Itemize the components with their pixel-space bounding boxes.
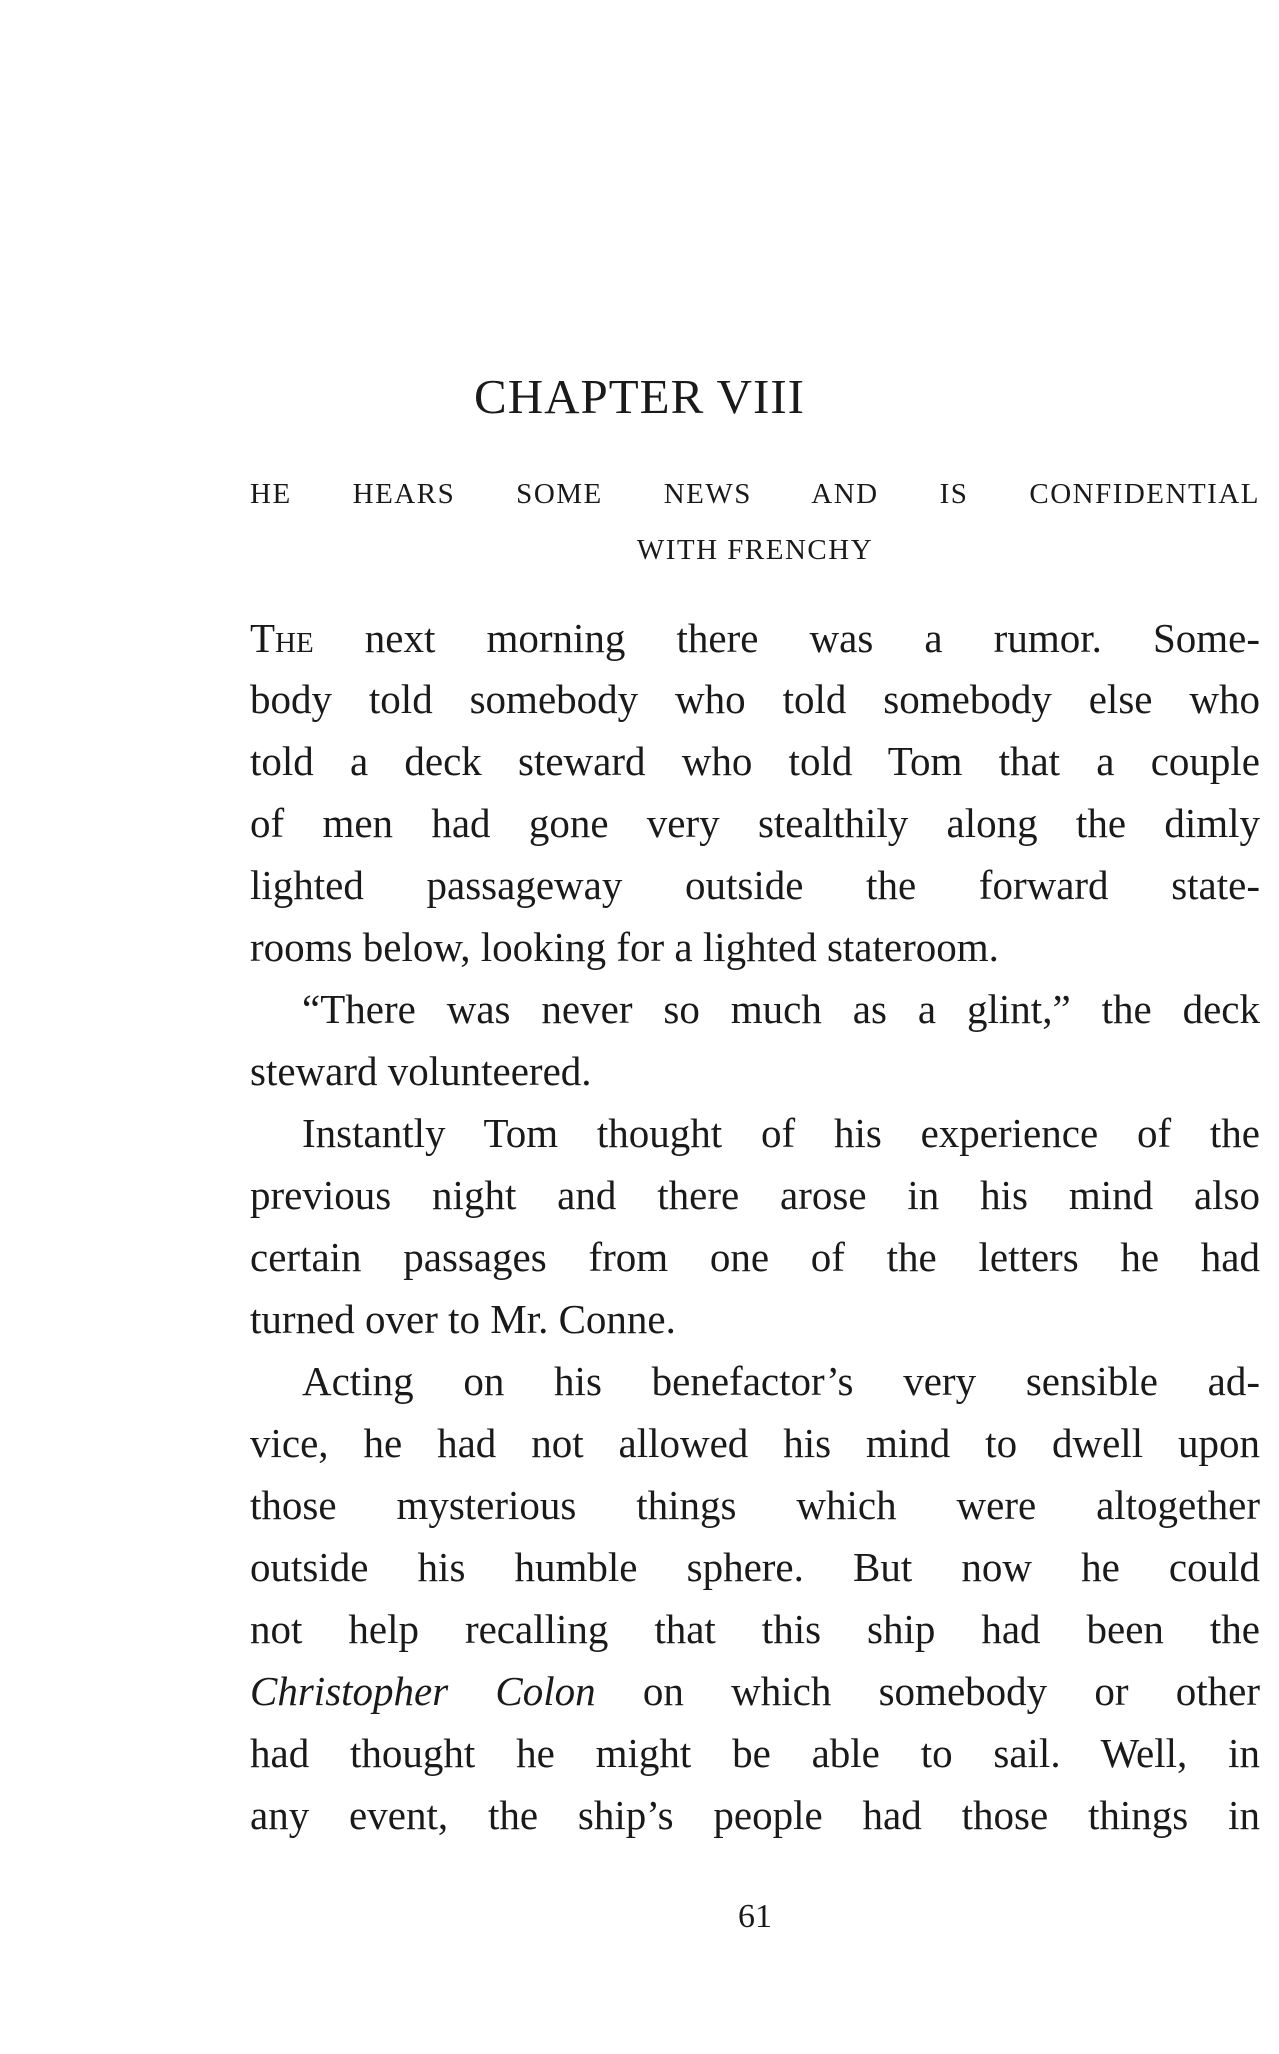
paragraph-1-line-6: rooms below, looking for a lighted stateroom. bbox=[250, 924, 999, 970]
paragraph-3-line-3: certain passages from one of the letters he had bbox=[250, 1234, 1260, 1280]
paragraph-1-line-5: lighted passageway outside the forward state- bbox=[250, 862, 1260, 908]
chapter-title: CHAPTER VIII bbox=[474, 369, 805, 424]
paragraph-4-line-3: those mysterious things which were altogether bbox=[250, 1482, 1260, 1528]
ship-name: Christopher Colon bbox=[250, 1668, 596, 1714]
paragraph-2-line-1: “There was never so much as a glint,” the deck bbox=[302, 986, 1260, 1032]
paragraph-1-line-1 bbox=[250, 615, 1261, 661]
paragraph-4-line-6 bbox=[250, 1668, 1261, 1714]
paragraph-3-line-2: previous night and there arose in his mind also bbox=[250, 1172, 1260, 1218]
chapter-subtitle-line-1: HE HEARS SOME NEWS AND IS CONFIDENTIAL bbox=[250, 478, 1260, 510]
paragraph-1-line-4: of men had gone very stealthily along the dimly bbox=[250, 800, 1260, 846]
paragraph-4-line-7: had thought he might be able to sail. Well, in bbox=[250, 1730, 1260, 1776]
paragraph-4-line-5: not help recalling that this ship had been the bbox=[250, 1606, 1260, 1652]
paragraph-4-line-8: any event, the ship’s people had those things in bbox=[250, 1792, 1260, 1838]
paragraph-1-line-2: body told somebody who told somebody else who bbox=[250, 676, 1260, 722]
paragraph-3-line-1: Instantly Tom thought of his experience of the bbox=[302, 1110, 1260, 1156]
chapter-subtitle-line-2: WITH FRENCHY bbox=[636, 534, 874, 566]
page-number: 61 bbox=[738, 1898, 772, 1935]
opening-word: The bbox=[250, 615, 314, 661]
paragraph-4-line-2: vice, he had not allowed his mind to dwell upon bbox=[250, 1420, 1260, 1466]
paragraph-1-line-1-text: next morning there was a rumor. Some- bbox=[364, 615, 1261, 661]
paragraph-1-line-3: told a deck steward who told Tom that a couple bbox=[250, 738, 1260, 784]
paragraph-3-line-4: turned over to Mr. Conne. bbox=[250, 1296, 676, 1342]
paragraph-4-line-4: outside his humble sphere. But now he could bbox=[250, 1544, 1260, 1590]
paragraph-4-line-6-text: on which somebody or other bbox=[642, 1668, 1261, 1714]
paragraph-4-line-1: Acting on his benefactor’s very sensible ad- bbox=[302, 1358, 1260, 1404]
paragraph-2-line-2: steward volunteered. bbox=[250, 1048, 592, 1094]
